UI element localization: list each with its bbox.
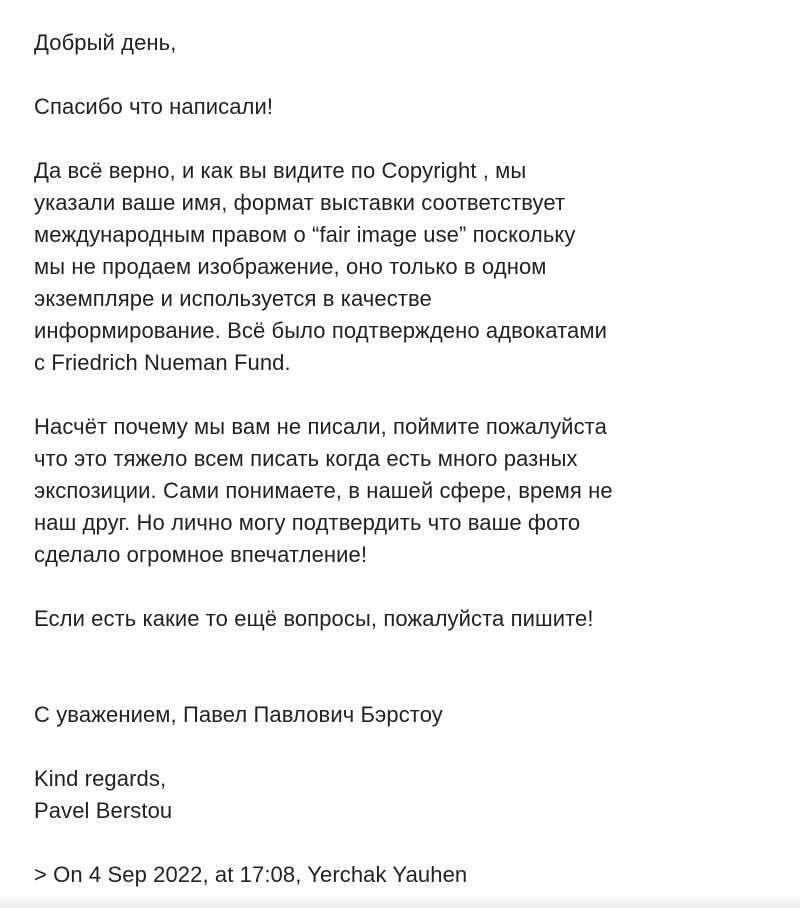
paragraph-line: что это тяжело всем писать когда есть много разных [34,446,578,471]
paragraph-line: сделало огромное впечатление! [34,542,368,567]
paragraph-spacer [34,571,784,603]
email-greeting [34,27,784,59]
email-signoff-english [34,763,784,827]
paragraph-line: наш друг. Но лично могу подтвердить что ваше фото [34,510,581,535]
paragraph-line: экспозиции. Сами понимаете, в нашей сфере, время не [34,478,613,503]
greeting-line: Добрый день, [34,30,177,55]
email-questions [34,603,784,635]
signoff-line: С уважением, Павел Павлович Бэрстоу [34,702,443,727]
paragraph-line: Насчёт почему мы вам не писали, поймите пожалуйста [34,414,607,439]
signoff-line: Kind regards, [34,766,167,791]
quoted-message-header[interactable]: > On 4 Sep 2022, at 17:08, Yerchak Yauhen [34,862,468,887]
email-body [34,27,784,891]
paragraph-spacer [34,731,784,763]
email-signoff-russian [34,699,784,731]
paragraph-line: с Friedrich Nueman Fund. [34,350,291,375]
paragraph-spacer [34,635,784,699]
paragraph-line: международным правом о “fair image use” поскольку [34,222,576,247]
signature-name: Pavel Berstou [34,798,173,823]
paragraph-line: мы не продаем изображение, оно только в одном [34,254,547,279]
paragraph-line: указали ваше имя, формат выставки соответствует [34,190,566,215]
email-quote-header[interactable] [34,859,784,891]
email-thanks [34,91,784,123]
paragraph-line: Да всё верно, и как вы видите по Copyright , мы [34,158,527,183]
thanks-line: Спасибо что написали! [34,94,274,119]
email-paragraph-copyright [34,155,784,379]
paragraph-spacer [34,59,784,91]
paragraph-spacer [34,123,784,155]
paragraph-line: информирование. Всё было подтверждено адвокатами [34,318,607,343]
screenshot-bottom-edge [0,894,800,908]
email-paragraph-explanation [34,411,784,571]
paragraph-spacer [34,379,784,411]
paragraph-line: экземпляре и используется в качестве [34,286,432,311]
paragraph-spacer [34,827,784,859]
questions-line: Если есть какие то ещё вопросы, пожалуйста пишите! [34,606,594,631]
